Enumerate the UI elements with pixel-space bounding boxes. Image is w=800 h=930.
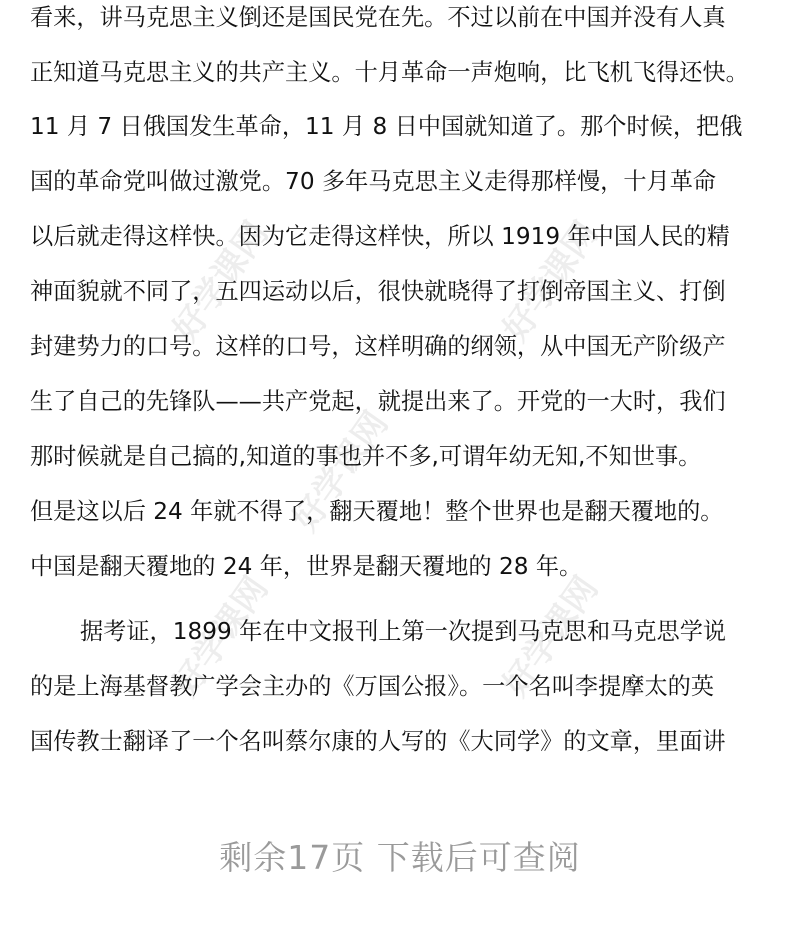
watermark: 好学课网: [285, 404, 397, 539]
watermark: 好学课网: [495, 214, 607, 349]
watermark: 好学课网: [495, 569, 607, 704]
text-line: 的是上海基督教广学会主办的《万国公报》。一个名叫李提摩太的英: [30, 673, 715, 700]
text-line: 但是这以后 24 年就不得了，翻天覆地！整个世界也是翻天覆地的。: [30, 498, 724, 525]
text-line: 看来，讲马克思主义倒还是国民党在先。不过以前在中国并没有人真: [30, 4, 726, 31]
text-line: 神面貌就不同了，五四运动以后，很快就晓得了打倒帝国主义、打倒: [30, 278, 726, 305]
text-line: 以后就走得这样快。因为它走得这样快，所以 1919 年中国人民的精: [30, 223, 730, 250]
watermark: 好学课网: [165, 214, 277, 349]
text-line: 封建势力的口号。这样的口号，这样明确的纲领，从中国无产阶级产: [30, 333, 726, 360]
remaining-pages-notice: 剩余17页 下载后可查阅: [219, 838, 581, 877]
text-line: 中国是翻天覆地的 24 年，世界是翻天覆地的 28 年。: [30, 553, 583, 580]
text-line: 国传教士翻译了一个名叫蔡尔康的人写的《大同学》的文章，里面讲: [30, 728, 726, 755]
text-line: 那时候就是自己搞的,知道的事也并不多,可谓年幼无知,不知世事。: [30, 443, 702, 470]
text-line: 国的革命党叫做过激党。70 多年马克思主义走得那样慢，十月革命: [30, 168, 717, 195]
watermark: 好学课网: [165, 569, 277, 704]
text-line: 正知道马克思主义的共产主义。十月革命一声炮响，比飞机飞得还快。: [30, 59, 749, 86]
text-line: 生了自己的先锋队——共产党起，就提出来了。开党的一大时，我们: [30, 388, 726, 415]
text-line: 据考证，1899 年在中文报刊上第一次提到马克思和马克思学说: [80, 618, 727, 645]
text-line: 11 月 7 日俄国发生革命，11 月 8 日中国就知道了。那个时候，把俄: [30, 113, 743, 140]
